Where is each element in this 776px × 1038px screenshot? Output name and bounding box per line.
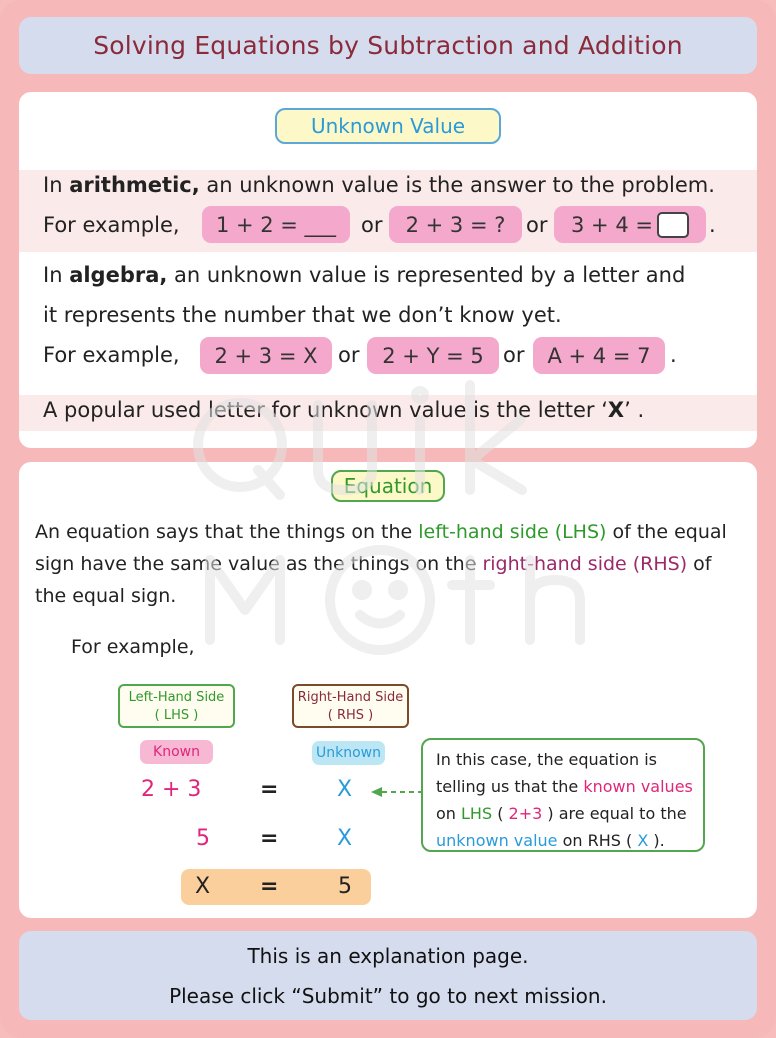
period-text: . (670, 343, 677, 367)
alg-example-label: For example, (43, 343, 180, 367)
callout-expr: 2+3 (508, 804, 543, 823)
callout-x: X (637, 831, 649, 850)
rhs-label-box (292, 684, 409, 728)
rhs-term: right-hand side (RHS) (482, 553, 688, 575)
arith-example-label: For example, (43, 213, 180, 237)
row1-lhs: 2 + 3 (141, 777, 202, 802)
callout-unknown: unknown value (436, 831, 558, 850)
equation-definition-line2 (35, 553, 712, 575)
alg-example-1: 2 + 3 = X (200, 337, 332, 374)
equation-definition-line1 (35, 521, 727, 543)
dashed-arrow-icon (369, 782, 425, 802)
popular-suffix: ’ . (624, 398, 645, 422)
lhs-label-line2: ( LHS ) (154, 708, 199, 723)
lhs-label-box (118, 684, 235, 728)
period-text: . (709, 213, 716, 237)
callout-line4 (436, 827, 703, 854)
alg-prefix: In (43, 263, 70, 287)
footer-instructions (19, 931, 757, 1020)
row1-rhs: X (337, 777, 353, 802)
callout-l4-b: ). (648, 831, 665, 850)
arith-prefix: In (43, 173, 70, 197)
explanation-callout (421, 738, 705, 852)
row2-equals: = (260, 826, 279, 851)
footer-line1: This is an explanation page. (247, 943, 529, 968)
equation-heading-text: Equation (343, 474, 433, 498)
row3-equals: = (260, 874, 279, 899)
unknown-tag: Unknown (312, 741, 385, 765)
arithmetic-definition (43, 173, 715, 197)
page-title (19, 17, 757, 74)
arith-bold: arithmetic, (69, 173, 200, 197)
row1-equals: = (260, 777, 279, 802)
eq-l2-b: of (687, 553, 712, 575)
row3-lhs: X (195, 874, 211, 899)
alg-bold: algebra, (69, 263, 168, 287)
row2-lhs: 5 (196, 826, 210, 851)
callout-l3-c: ) are equal to the (542, 804, 687, 823)
callout-line3 (436, 800, 703, 827)
arith-example-1: 1 + 2 = ___ (202, 206, 350, 243)
callout-l3-a: on (436, 804, 462, 823)
page-title-text: Solving Equations by Subtraction and Addition (93, 31, 683, 60)
callout-l3-b: ( (492, 804, 509, 823)
or-text: or (503, 343, 525, 367)
row2-rhs: X (337, 826, 353, 851)
arith-example-3-text: 3 + 4 = (571, 212, 653, 237)
or-text: or (526, 213, 548, 237)
or-text: or (361, 213, 383, 237)
equation-heading (331, 470, 445, 502)
equation-example-label: For example, (71, 636, 195, 658)
eq-l1-b: of the equal (606, 521, 727, 543)
alg-example-2: 2 + Y = 5 (367, 337, 499, 374)
or-text: or (338, 343, 360, 367)
callout-line1: In this case, the equation is (436, 750, 657, 769)
arith-rest: an unknown value is the answer to the problem. (199, 173, 715, 197)
unknown-value-heading (275, 108, 501, 144)
alg-example-3: A + 4 = 7 (533, 337, 665, 374)
row3-rhs: 5 (338, 874, 352, 899)
unknown-value-panel (19, 92, 757, 448)
algebra-definition-line2: it represents the number that we don’t know yet. (43, 303, 562, 327)
popular-letter-text (43, 398, 644, 422)
eq-l1-a: An equation says that the things on the (35, 521, 419, 543)
arith-example-3 (554, 206, 706, 243)
callout-line2 (436, 773, 703, 800)
equation-definition-line3: the equal sign. (35, 585, 177, 607)
equation-panel (19, 462, 757, 918)
algebra-definition (43, 263, 685, 287)
answer-box (657, 212, 689, 238)
rhs-label-line2: ( RHS ) (327, 708, 374, 723)
alg-rest: an unknown value is represented by a letter and (167, 263, 686, 287)
lhs-label-line1: Left-Hand Side (128, 690, 225, 705)
known-tag: Known (140, 740, 213, 764)
arith-example-2: 2 + 3 = ? (389, 206, 522, 243)
popular-letter: X (607, 398, 625, 422)
rhs-label-line1: Right-Hand Side (297, 690, 404, 705)
unknown-value-heading-text: Unknown Value (310, 114, 466, 138)
lhs-term: left-hand side (LHS) (418, 521, 607, 543)
footer-line2: Please click “Submit” to go to next mission. (169, 983, 607, 1008)
eq-l2-a: sign have the same value as the things on the (35, 553, 483, 575)
callout-l2-a: telling us that the (436, 777, 584, 796)
callout-lhs: LHS (461, 804, 493, 823)
popular-prefix: A popular used letter for unknown value is the letter ‘ (43, 398, 608, 422)
callout-l4-a: on RHS ( (557, 831, 638, 850)
callout-known: known values (583, 777, 693, 796)
